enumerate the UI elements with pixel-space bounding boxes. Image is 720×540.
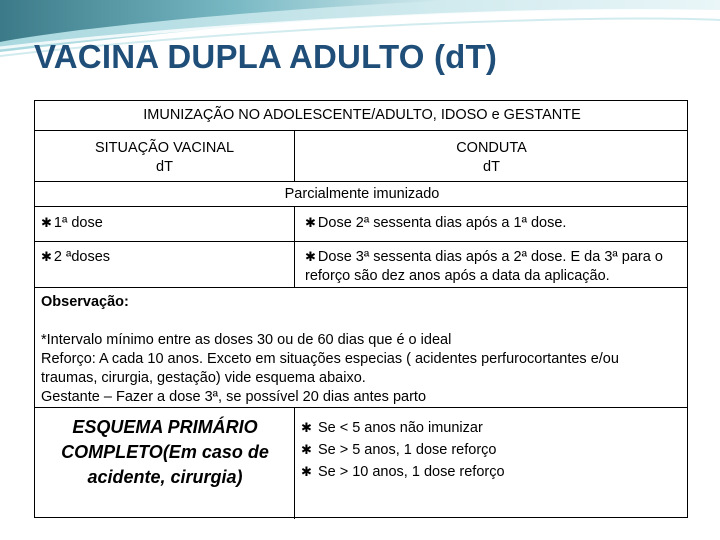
- page-title: VACINA DUPLA ADULTO (dT): [34, 38, 498, 75]
- esquema-primario-title: ESQUEMA PRIMÁRIO COMPLETO(Em caso de acidente, cirurgia): [61, 417, 269, 487]
- section-label: Parcialmente imunizado: [284, 186, 440, 202]
- row1-conduta: ✱ Dose 2ª sessenta dias após a 1ª dose.: [305, 215, 567, 231]
- row1-situacao: ✱ 1ª dose: [41, 215, 103, 231]
- row2-situacao: ✱ 2 ªdoses: [41, 249, 111, 265]
- obs-label: Observação:: [41, 294, 129, 310]
- col-situacao-header: SITUAÇÃO VACINAL dT: [94, 140, 235, 175]
- table-header: IMUNIZAÇÃO NO ADOLESCENTE/ADULTO, IDOSO e GESTANTE: [143, 107, 581, 123]
- bullet-asterisk-icon: ✱: [301, 464, 312, 479]
- row2-conduta: ✱ Dose 3ª sessenta dias após a 2ª dose. E da 3ª para o reforço são dez anos após a data da aplicação.: [305, 249, 663, 284]
- list-item: ✱ Se > 10 anos, 1 dose reforço: [301, 464, 505, 480]
- bullet-asterisk-icon: ✱: [305, 249, 316, 264]
- bullet-asterisk-icon: ✱: [301, 442, 312, 457]
- list-item: ✱ Se < 5 anos não imunizar: [301, 420, 483, 436]
- bullet-asterisk-icon: ✱: [301, 420, 312, 435]
- obs-text: *Intervalo mínimo entre as doses 30 ou de 60 dias que é o ideal Reforço: A cada 10 anos. Exceto em situações especias ( acidentes perfurocortantes e/ou traumas, cirurgia, gestação) vide esquema abaixo. Gestante – Fazer a dose 3ª, se possível 20 dias antes parto: [41, 332, 619, 405]
- esquema-list: [301, 417, 505, 483]
- bullet-asterisk-icon: ✱: [41, 215, 52, 230]
- col-conduta-header: CONDUTA dT: [456, 140, 527, 175]
- list-item: ✱ Se > 5 anos, 1 dose reforço: [301, 442, 497, 458]
- bullet-asterisk-icon: ✱: [305, 215, 316, 230]
- bullet-asterisk-icon: ✱: [41, 249, 52, 264]
- vaccination-table: [34, 100, 688, 518]
